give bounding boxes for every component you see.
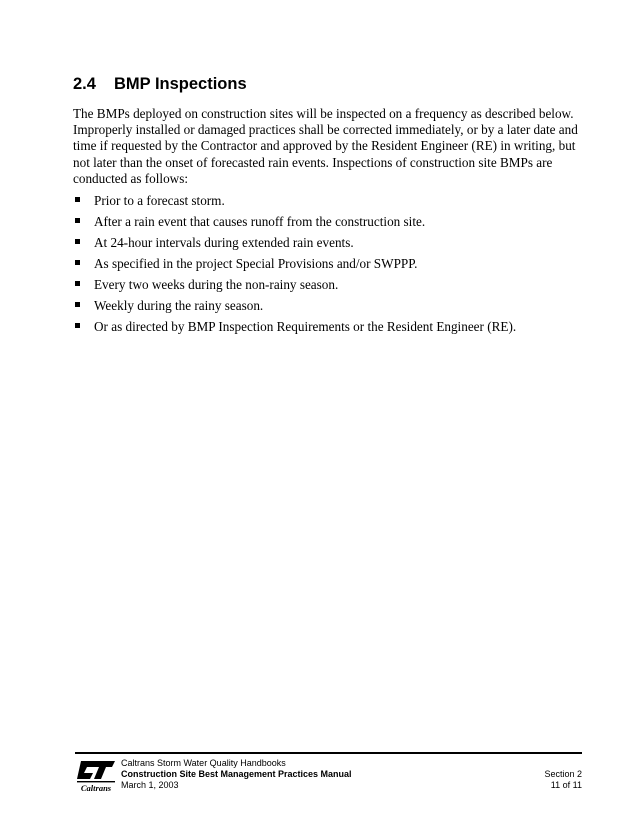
section-title: BMP Inspections — [114, 75, 247, 93]
list-item-text: At 24-hour intervals during extended rain events. — [94, 235, 354, 250]
section-number: 2.4 — [73, 75, 96, 93]
list-item-text: Weekly during the rainy season. — [94, 298, 264, 313]
square-bullet-icon — [75, 197, 80, 202]
footer-publication-info — [121, 758, 352, 791]
list-item — [73, 274, 516, 295]
footer-section-label: Section 2 — [544, 769, 582, 779]
square-bullet-icon — [75, 323, 80, 328]
square-bullet-icon — [75, 281, 80, 286]
footer-page-number: 11 of 11 — [550, 780, 582, 790]
square-bullet-icon — [75, 302, 80, 307]
list-item-text: Prior to a forecast storm. — [94, 193, 225, 208]
list-item — [73, 190, 516, 211]
square-bullet-icon — [75, 239, 80, 244]
list-item-text: Or as directed by BMP Inspection Requirements or the Resident Engineer (RE). — [94, 319, 517, 334]
square-bullet-icon — [75, 260, 80, 265]
inspection-frequency-list — [73, 190, 516, 337]
list-item-text: Every two weeks during the non-rainy season. — [94, 277, 339, 292]
list-item — [73, 316, 516, 337]
list-item-text: As specified in the project Special Provisions and/or SWPPP. — [94, 256, 418, 271]
list-item — [73, 211, 516, 232]
square-bullet-icon — [75, 218, 80, 223]
intro-paragraph: The BMPs deployed on construction sites will be inspected on a frequency as described below. Improperly installed or damaged practices shall be corrected immediately, or by a later date and time if requested by the Contractor and approved by the Resident Engineer (RE) in writing, but not later than the onset of forecasted rain events. Inspections of construction site BMPs are conducted as follows: — [73, 106, 578, 186]
list-item — [73, 253, 516, 274]
list-item-text: After a rain event that causes runoff from the construction site. — [94, 214, 426, 229]
footer-divider — [75, 752, 582, 754]
caltrans-wordmark: Caltrans — [80, 783, 112, 793]
caltrans-logo-icon — [75, 759, 117, 793]
footer-manual-title: Construction Site Best Management Practices Manual — [121, 769, 352, 779]
list-item — [73, 295, 516, 316]
list-item — [73, 232, 516, 253]
footer-handbook-title: Caltrans Storm Water Quality Handbooks — [121, 758, 286, 768]
footer-date: March 1, 2003 — [121, 780, 179, 790]
section-heading — [73, 74, 247, 94]
footer-page-info — [544, 769, 582, 791]
